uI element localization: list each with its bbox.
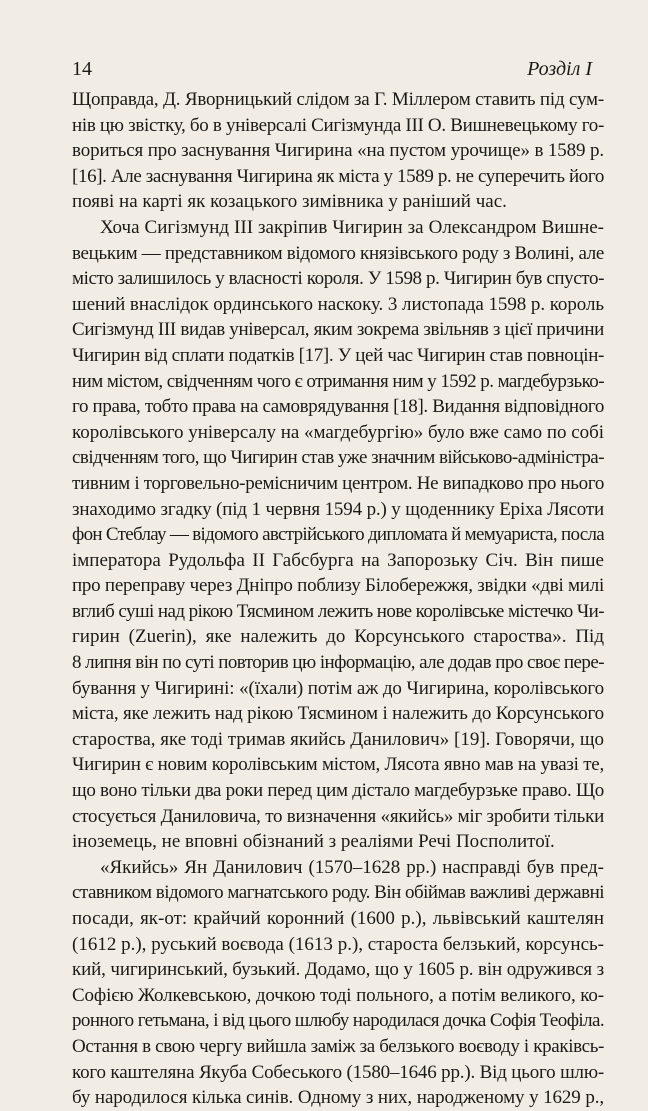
page-number: 14	[72, 58, 92, 80]
text-line: кий, чигиринський, бузький. Додамо, що у 1605 р. він одружився з	[72, 959, 604, 981]
text-line: тивним і торговельно-ремісничим центром. Не випадково про нього	[72, 472, 604, 494]
text-line: ставником відомого магнатського роду. Він обіймав важливі державні	[72, 882, 604, 904]
text-line: свідченням того, що Чигирин став уже значним військово-адміністра-	[72, 447, 605, 469]
paragraph-start-line: Хоча Сигізмунд III закріпив Чигирин за Олександром Вишне-	[100, 216, 604, 238]
text-line: імператора Рудольфа II Габсбурга на Запорозьку Січ. Він пише	[72, 549, 604, 571]
running-head: Розділ І	[527, 58, 592, 80]
text-line: Чигирин від сплати податків [17]. У цей час Чигирин став повноцін-	[72, 344, 605, 366]
text-line: королівського універсалу на «магдебургію» було вже само по собі	[72, 421, 604, 443]
text-line: ронного гетьмана, і від цього шлюбу народилася дочка Софія Теофіла.	[72, 1010, 605, 1032]
body-text	[72, 87, 604, 1111]
text-line: (1612 р.), руський воєвода (1613 р.), староста белзький, корсунсь-	[72, 933, 604, 955]
paragraph-end-line: появі на карті як козацького зимівника у раніший час.	[72, 191, 507, 213]
text-line: го права, тобто права на самоврядування [18]. Видання відповідного	[72, 396, 604, 418]
paragraph-end-line: іноземець, не вповні обізнаний з реаліями Речі Посполитої.	[72, 831, 555, 853]
text-line: знаходимо згадку (під 1 червня 1594 р.) у щоденнику Еріха Лясоти	[72, 498, 605, 520]
text-line: міста, яке лежить над рікою Тясмином і належить до Корсунського	[72, 703, 604, 725]
text-line: шений внаслідок ординського наскоку. 3 листопада 1598 р. король	[72, 293, 604, 315]
text-line: фон Стеблау — відомого австрійського дипломата й мемуариста, посла	[72, 524, 605, 546]
text-line: про переправу через Дніпро поблизу Білобережжя, звідки «дві милі	[72, 575, 604, 597]
text-line: кого каштеляна Якуба Собеського (1580–1646 рр.). Від цього шлю-	[72, 1061, 604, 1083]
text-line: Щоправда, Д. Яворницький слідом за Г. Міллером ставить під сум-	[72, 89, 604, 110]
text-line: стосується Даниловича, то визначення «якийсь» міг зробити тільки	[72, 805, 604, 827]
paragraph-start-line: «Якийсь» Ян Данилович (1570–1628 рр.) насправді був пред-	[100, 856, 604, 878]
text-line: Чигирин є новим королівським містом, Лясота явно мав на увазі те,	[72, 754, 604, 776]
text-line: вецьким — представником відомого князівського роду з Волині, але	[72, 242, 604, 264]
text-line: староства, яке тоді тримав якийсь Данилович» [19]. Говорячи, що	[72, 728, 604, 750]
text-line: нів цю звістку, бо в універсалі Сигізмунда III О. Вишневецькому го-	[72, 114, 605, 136]
text-line: Остання в свою чергу вийшла заміж за белзького воєводу і краківсь-	[72, 1035, 604, 1057]
text-line: посади, як-от: крайчий коронний (1600 р.), львівський каштелян	[72, 908, 604, 929]
text-line: бування у Чигирині: «(їхали) потім аж до Чигирина, королівського	[72, 677, 605, 699]
text-line: бу народилося кілька синів. Одному з них, народженому у 1629 р.,	[72, 1087, 605, 1109]
text-line: вглиб суші над рікою Тясмином лежить нове королівське містечко Чи-	[72, 600, 605, 622]
text-line: ним містом, свідченням чого є отримання ним у 1592 р. магдебурзько-	[72, 370, 604, 392]
text-line: що воно тільки два роки перед цим дістало магдебурзьке право. Що	[72, 780, 604, 802]
text-line: гирин (Zuerin), яке належить до Корсунського староства». Під	[72, 626, 604, 648]
text-line: Софією Жолкевською, дочкою тоді польного, а потім великого, ко-	[72, 984, 604, 1006]
text-line: місто залишилось у власності короля. У 1598 р. Чигирин був спусто-	[72, 268, 605, 290]
text-line: [16]. Але заснування Чигирина як міста у 1589 р. не суперечить його	[72, 165, 604, 187]
text-line: Сигізмунд III видав універсал, яким зокрема звільняв з цієї причини	[72, 319, 604, 341]
text-line: вориться про заснування Чигирина «на пустом урочище» в 1589 р.	[72, 140, 605, 162]
text-line: 8 липня він по суті повторив цю інформацію, але додав про своє пере-	[72, 652, 604, 674]
